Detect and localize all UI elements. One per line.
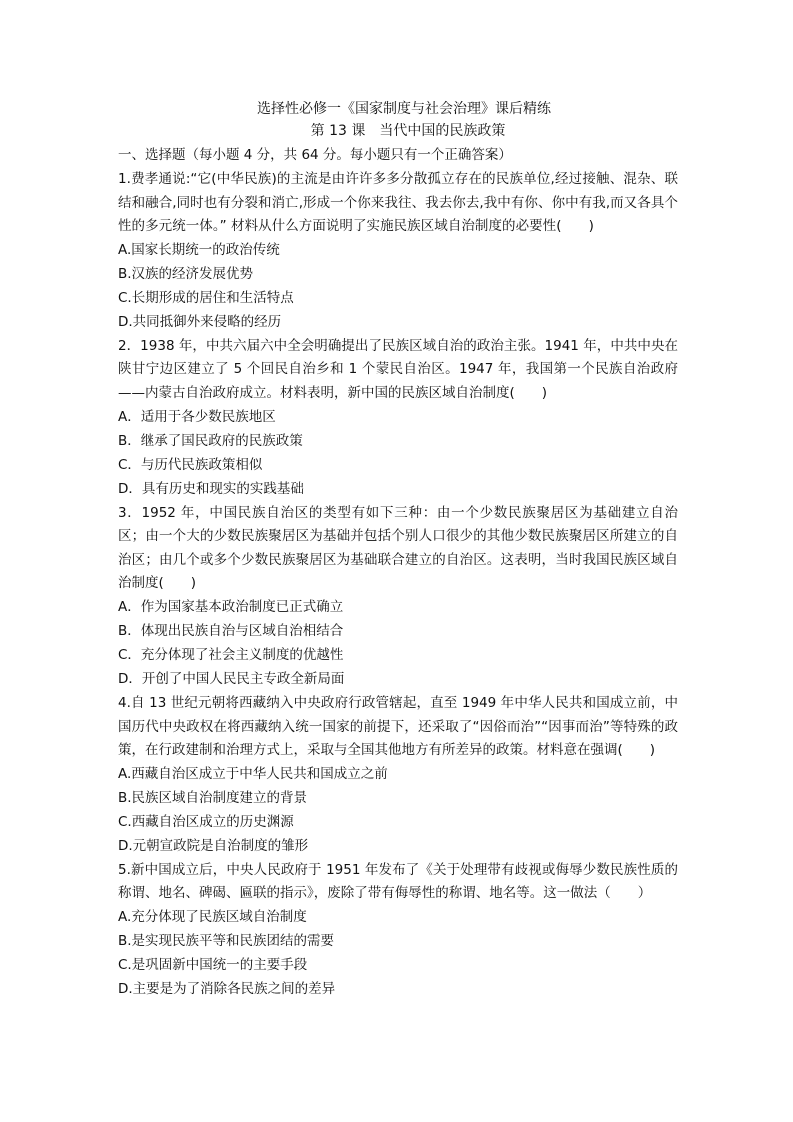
option-b: B.是实现民族平等和民族团结的需要 bbox=[118, 932, 335, 949]
question-2 bbox=[118, 335, 678, 502]
option-b: B．继承了国民政府的民族政策 bbox=[118, 432, 303, 449]
question-4 bbox=[118, 692, 678, 859]
lesson-subtitle: 第 13 课 当代中国的民族政策 bbox=[310, 123, 506, 139]
document-title: 选择性必修一《国家制度与社会治理》课后精练 bbox=[257, 101, 551, 117]
option-b: B.民族区域自治制度建立的背景 bbox=[118, 789, 308, 806]
option-d: D．开创了中国人民民主专政全新局面 bbox=[118, 670, 345, 687]
option-d: D.共同抵御外来侵略的经历 bbox=[118, 313, 282, 330]
section-heading: 一、选择题（每小题 4 分，共 64 分。每小题只有一个正确答案） bbox=[118, 147, 512, 163]
question-stem: 1.费孝通说:“它(中华民族)的主流是由许许多多分散孤立存在的民族单位,经过接触、混杂、联结和融合,同时也有分裂和消亡,形成一个你来我往、我去你去,我中有你、你中有我,而又各具个性的多元统一体。” 材料从什么方面说明了实施民族区域自治制度的必要性( ) bbox=[118, 171, 678, 235]
option-d: D．具有历史和现实的实践基础 bbox=[118, 480, 304, 497]
option-d: D.元朝宣政院是自治制度的雏形 bbox=[118, 837, 309, 854]
question-stem: 5.新中国成立后，中央人民政府于 1951 年发布了《关于处理带有歧视或侮辱少数民族性质的称谓、地名、碑碣、匾联的指示》，废除了带有侮辱性的称谓、地名等。这一做法（ ） bbox=[118, 861, 678, 902]
option-d: D.主要是为了消除各民族之间的差异 bbox=[118, 980, 336, 997]
worksheet-page bbox=[118, 98, 678, 1002]
option-b: B．体现出民族自治与区域自治相结合 bbox=[118, 622, 344, 639]
option-a: A.充分体现了民族区域自治制度 bbox=[118, 908, 307, 925]
option-a: A.国家长期统一的政治传统 bbox=[118, 241, 280, 258]
question-5 bbox=[118, 859, 678, 1002]
question-1 bbox=[118, 168, 678, 335]
option-c: C.长期形成的居住和生活特点 bbox=[118, 289, 294, 306]
question-stem: 2．1938 年，中共六届六中全会明确提出了民族区域自治的政治主张。1941 年，中共中央在陕甘宁边区建立了 5 个回民自治乡和 1 个蒙民自治区。1947 年，我国第一个民族自治政府——内蒙古自治政府成立。材料表明，新中国的民族区域自治制度( ) bbox=[118, 337, 678, 401]
option-c: C.西藏自治区成立的历史渊源 bbox=[118, 813, 294, 830]
option-c: C.是巩固新中国统一的主要手段 bbox=[118, 956, 308, 973]
option-a: A．适用于各少数民族地区 bbox=[118, 408, 276, 425]
option-a: A.西藏自治区成立于中华人民共和国成立之前 bbox=[118, 765, 388, 782]
option-c: C．与历代民族政策相似 bbox=[118, 456, 263, 473]
option-c: C．充分体现了社会主义制度的优越性 bbox=[118, 646, 344, 663]
question-stem: 4.自 13 世纪元朝将西藏纳入中央政府行政管辖起，直至 1949 年中华人民共和国成立前，中国历代中央政权在将西藏纳入统一国家的前提下，还采取了“因俗而治”“因事而治”等特殊的政策，在行政建制和治理方式上，采取与全国其他地方有所差异的政策。材料意在强调( ) bbox=[118, 694, 678, 759]
question-stem: 3．1952 年，中国民族自治区的类型有如下三种：由一个少数民族聚居区为基础建立自治区；由一个大的少数民族聚居区为基础并包括个别人口很少的其他少数民族聚居区所建立的自治区；由几个或多个少数民族聚居区为基础联合建立的自治区。这表明，当时我国民族区域自治制度( ) bbox=[118, 504, 678, 592]
option-b: B.汉族的经济发展优势 bbox=[118, 265, 254, 282]
question-3 bbox=[118, 502, 678, 692]
option-a: A．作为国家基本政治制度已正式确立 bbox=[118, 598, 344, 615]
